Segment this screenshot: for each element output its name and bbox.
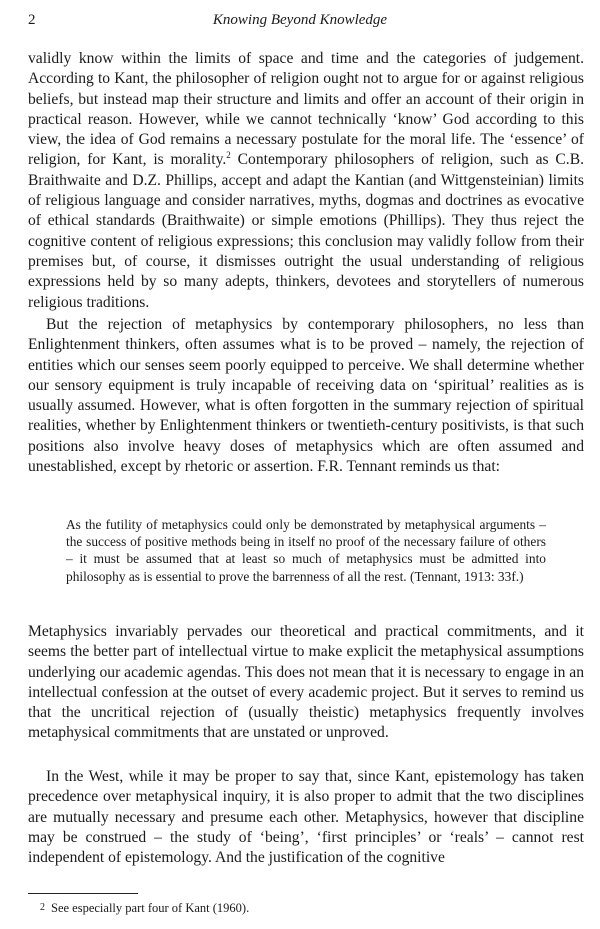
footnote-text: See especially part four of Kant (1960).: [51, 901, 250, 915]
footnote-divider: [28, 893, 138, 894]
running-head: Knowing Beyond Knowledge: [212, 12, 388, 28]
paragraph-text: validly know within the limits of space and time and the categories of judgement. According to Kant, the philosopher of religion ought not to argue for or against religious beliefs, but instead map their structure and limits and offer an account of their origin in practical reason. However, while we cannot technically ‘know’ God according to this view, the idea of God remains a necessary postulate for the moral life. The ‘essence’ of religion, for Kant, is morality.: [28, 50, 584, 169]
footnote-number: 2: [40, 902, 45, 913]
block-quote-tennant: As the futility of metaphysics could only be demonstrated by metaphysical arguments – the success of positive methods being in itself no proof of the necessary failure of others – it must be assumed that at least so much of metaphysics must be admitted into philosophy as is essential to prove the barrenness of all the rest. (Tennant, 1913: 33f.): [66, 517, 546, 584]
footnote: [40, 900, 249, 916]
page-number: 2: [28, 12, 36, 28]
paragraph-metaphysics-pervades: Metaphysics invariably pervades our theoretical and practical commitments, and it seems the better part of intellectual virtue to make explicit the metaphysical assumptions underlying our academic agendas. This does not mean that it is necessary to engage in an intellectual confession at the outset of every academic project. But it serves to remind us that the uncritical rejection of (usually theistic) metaphysics frequently involves metaphysical commitments that are unstated or unproved.: [28, 623, 584, 742]
footnote-reference: 2: [226, 150, 231, 161]
paragraph-in-the-west: In the West, while it may be proper to say that, since Kant, epistemology has taken precedence over metaphysical inquiry, it is also proper to admit that the two disciplines are mutually necessary and presume each other. Metaphysics, however that discipline may be construed – the study of ‘being’, ‘first principles’ or ‘reals’ – cannot rest independent of epistemology. And the justification of the cognitive: [28, 768, 584, 867]
paragraph-text: Contemporary philosophers of religion, such as C.B. Braithwaite and D.Z. Phillips, accept and adapt the Kantian (and Wittgensteinian) limits of religious language and consider narratives, myths, dogmas and doctrines as evocative of ethical standards (Braithwaite) or simple emotions (Phillips). They thus reject the cognitive content of religious expressions; this conclusion may validly follow from their premises but, of course, it dismisses outright the usual understanding of religious expressions held by so many adepts, thinkers, devotees and storytellers of numerous religious traditions.: [28, 151, 584, 311]
paragraph-kant-religion: [28, 49, 584, 313]
paragraph-rejection-of-metaphysics: But the rejection of metaphysics by contemporary philosophers, no less than Enlightenment thinkers, often assumes what is to be proved – namely, the rejection of entities which our senses seem poorly equipped to perceive. We shall determine whether our sensory equipment is truly incapable of receiving data on ‘spiritual’ realities as is usually assumed. However, what is often forgotten in the summary rejection of spiritual realities, whether by Enlightenment thinkers or twentieth-century positivists, is that such positions also involve heavy doses of metaphysics which are often assumed and unestablished, except by rhetoric or assertion. F.R. Tennant reminds us that:: [28, 316, 584, 476]
page-header: [28, 12, 572, 34]
